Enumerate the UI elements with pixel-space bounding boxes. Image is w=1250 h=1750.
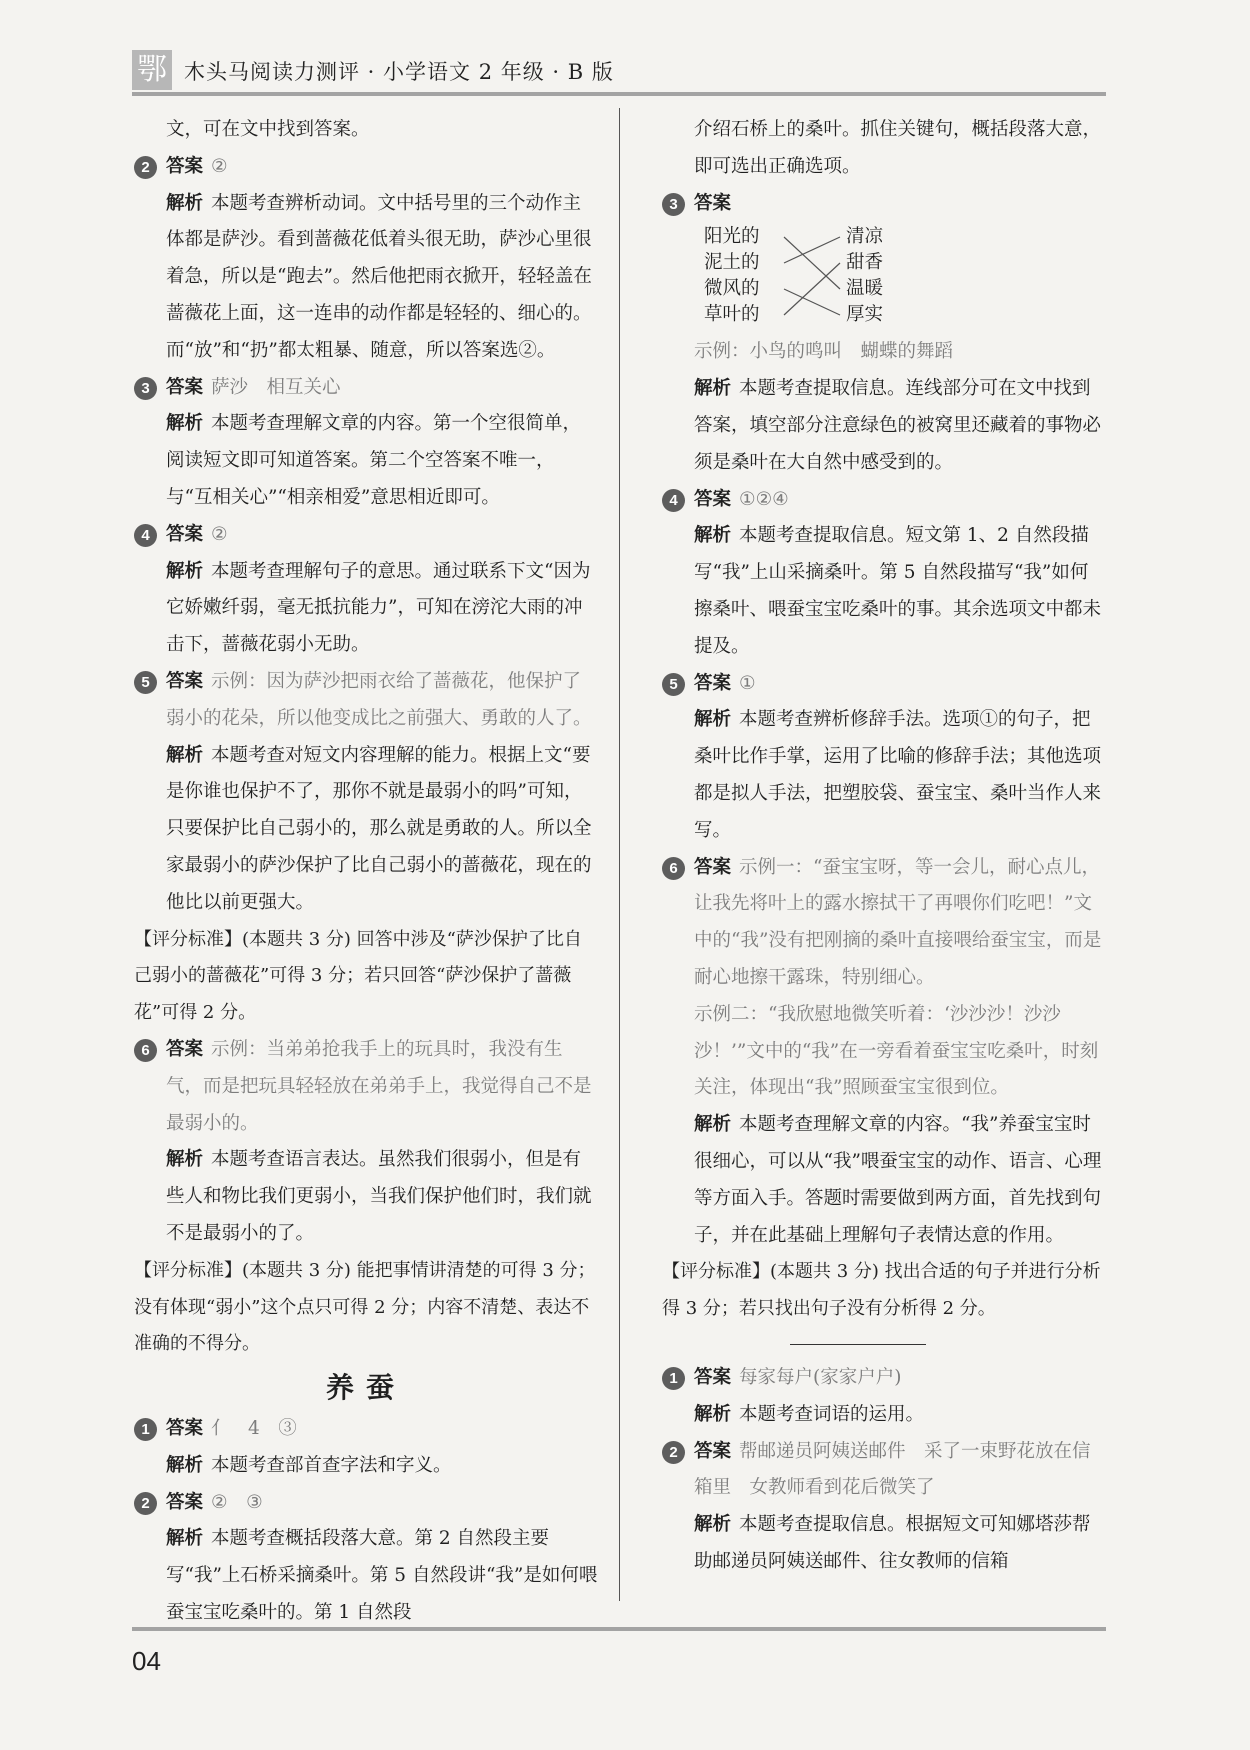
answer-text: ①②④: [739, 488, 789, 510]
match-left-word: 微风的: [704, 278, 760, 300]
question-number: 2: [662, 1441, 685, 1464]
column-divider: [619, 108, 620, 1601]
question-number: 2: [134, 156, 157, 179]
question-5: [662, 666, 1106, 703]
analysis-label: 解析: [166, 192, 204, 214]
match-right-word: 甜香: [846, 252, 884, 274]
question-number: 5: [662, 673, 685, 696]
match-right-word: 厚实: [846, 304, 884, 326]
scoring-criteria: 【评分标准】(本题共 3 分) 找出合适的句子并进行分析得 3 分；若只找出句子没有分析得 2 分。: [662, 1261, 1101, 1320]
analysis: [662, 702, 1106, 849]
answer-label: 答案: [694, 488, 732, 510]
analysis-text: 本题考查理解文章的内容。第一个空很简单，阅读短文即可知道答案。第二个空答案不唯一，与“互相关心”“相亲相爱”意思相近即可。: [166, 413, 582, 508]
answer-text: ②: [211, 523, 228, 545]
answer-text: ②: [211, 155, 228, 177]
answer-label: 答案: [694, 1366, 732, 1388]
question-number: 5: [134, 671, 157, 694]
answer-label: 答案: [166, 1418, 204, 1440]
analysis-text: 本题考查提取信息。根据短文可知娜塔莎帮助邮递员阿姨送邮件、往女教师的信箱: [694, 1514, 1091, 1572]
next-question-1: [662, 1360, 1106, 1397]
answer-text: 示例：当弟弟抢我手上的玩具时，我没有生气，而是把玩具轻轻放在弟弟手上，我觉得自己不是最弱小的。: [166, 1038, 592, 1134]
question-4: [662, 482, 1106, 519]
analysis-text: 本题考查提取信息。连线部分可在文中找到答案，填空部分注意绿色的被窝里还藏着的事物必须是桑叶在大自然中感受到的。: [694, 378, 1102, 473]
match-left-word: 草叶的: [704, 304, 760, 326]
match-left-word: 泥土的: [704, 252, 760, 274]
answer-text: ② ③: [211, 1491, 263, 1513]
example-answer: 示例：小鸟的鸣叫 蝴蝶的舞蹈: [694, 341, 954, 363]
scoring-criteria: 【评分标准】(本题共 3 分) 能把事情讲清楚的可得 3 分；没有体现“弱小”这个点只可得 2 分；内容不清楚、表达不准确的不得分。: [134, 1259, 596, 1355]
answer-label: 答案: [694, 856, 732, 878]
answer-label: 答案: [166, 523, 204, 545]
question-3: [134, 370, 598, 407]
analysis-text: 本题考查辨析动词。文中括号里的三个动作主体都是萨沙。看到蔷薇花低着头很无助，萨沙心里很着急，所以是“跑去”。然后他把雨衣掀开，轻轻盖在蔷薇花上面，这一连串的动作都是轻轻的、细心的。而“放”和“扔”都太粗暴、随意，所以答案选②。: [166, 192, 592, 361]
analysis-text: 本题考查提取信息。短文第 1、2 自然段描写“我”上山采摘桑叶。第 5 自然段描写“我”如何擦桑叶、喂蚕宝宝吃桑叶的事。其余选项文中都未提及。: [694, 525, 1102, 657]
answer-text: 示例：因为萨沙把雨衣给了蔷薇花，他保护了弱小的花朵，所以他变成比之前强大、勇敢的人了。: [166, 670, 592, 729]
footer-divider: [132, 1627, 1106, 1631]
question-number: 3: [134, 377, 157, 400]
section-question-2: [134, 1485, 598, 1522]
analysis-label: 解析: [694, 378, 732, 400]
example-answer-2: 示例二：“我欣慰地微笑听着：‘沙沙沙！沙沙沙！’”文中的“我”在一旁看着蚕宝宝吃桑叶，时刻关注，体现出“我”照顾蚕宝宝很到位。: [694, 1003, 1099, 1099]
question-number: 1: [662, 1367, 685, 1390]
analysis: [134, 554, 598, 664]
section-title: 养蚕: [325, 1371, 406, 1405]
question-number: 6: [662, 857, 685, 880]
analysis-label: 解析: [694, 1403, 732, 1425]
analysis-label: 解析: [694, 1514, 732, 1536]
match-right-words: [846, 224, 883, 328]
answer-text: ①: [739, 672, 756, 694]
analysis-text: 本题考查部首查字法和字义。: [211, 1454, 452, 1476]
analysis: [134, 406, 598, 516]
analysis-continued: 介绍石桥上的桑叶。抓住关键句，概括段落大意，即可选出正确选项。: [694, 119, 1102, 177]
answer-text: 帮邮递员阿姨送邮件 采了一束野花放在信箱里 女教师看到花后微笑了: [694, 1440, 1091, 1499]
matching-diagram: [694, 224, 1106, 330]
question-2: [134, 149, 598, 186]
match-right-word: 温暖: [846, 278, 884, 300]
match-line: [784, 289, 840, 315]
right-column: [662, 112, 1106, 1581]
question-number: 4: [134, 524, 157, 547]
page-number: 04: [132, 1646, 161, 1676]
analysis-label: 解析: [166, 1528, 204, 1550]
analysis: [134, 1142, 598, 1252]
match-left-words: [704, 224, 760, 328]
answer-label: 答案: [166, 1038, 204, 1060]
question-3: [662, 186, 1106, 223]
analysis-label: 解析: [166, 413, 204, 435]
analysis-text: 本题考查概括段落大意。第 2 自然段主要写“我”上石桥采摘桑叶。第 5 自然段讲“我”是如何喂蚕宝宝吃桑叶的。第 1 自然段: [166, 1528, 598, 1624]
analysis: [662, 1397, 1106, 1434]
question-number: 1: [134, 1418, 157, 1441]
analysis-text: 本题考查词语的运用。: [739, 1403, 925, 1425]
question-5: [134, 664, 598, 738]
answer-label: 答案: [166, 1491, 204, 1513]
analysis-label: 解析: [166, 744, 204, 766]
answer-text: 亻 4 ③: [211, 1418, 297, 1440]
left-column: [134, 112, 598, 1632]
answer-label: 答案: [694, 672, 732, 694]
question-6: [662, 850, 1106, 997]
header-title: 木头马阅读力测评 · 小学语文 2 年级 · B 版: [184, 60, 614, 84]
analysis: [134, 1448, 598, 1485]
answer-text: 萨沙 相互关心: [211, 376, 341, 398]
analysis-text: 本题考查语言表达。虽然我们很弱小，但是有些人和物比我们更弱小，当我们保护他们时，我们就不是最弱小的了。: [166, 1149, 592, 1244]
scoring-criteria: 【评分标准】(本题共 3 分) 回答中涉及“萨沙保护了比自己弱小的蔷薇花”可得 3 分；若只回答“萨沙保护了蔷薇花”可得 2 分。: [134, 928, 582, 1024]
header-logo: 鄂: [132, 50, 172, 90]
analysis-text: 本题考查理解句子的意思。通过联系下文“因为它娇嫩纤弱，毫无抵抗能力”，可知在滂沱大雨的冲击下，蔷薇花弱小无助。: [166, 560, 591, 656]
answer-label: 答案: [694, 1440, 732, 1462]
analysis: [662, 518, 1106, 665]
answer-label: 答案: [166, 670, 204, 692]
analysis-label: 解析: [166, 1149, 204, 1171]
question-number: 6: [134, 1039, 157, 1062]
answer-label: 答案: [694, 192, 732, 214]
match-right-word: 清凉: [846, 226, 884, 248]
question-6: [134, 1032, 598, 1142]
answer-text: 示例一：“蚕宝宝呀，等一会儿，耐心点儿，让我先将叶上的露水擦拭干了再喂你们吃吧！”文中的“我”没有把刚摘的桑叶直接喂给蚕宝宝，而是耐心地擦干露珠，特别细心。: [694, 856, 1102, 988]
next-question-2: [662, 1434, 1106, 1508]
question-number: 4: [662, 489, 685, 512]
analysis: [662, 1507, 1106, 1581]
analysis-label: 解析: [694, 1114, 732, 1136]
match-left-word: 阳光的: [704, 226, 760, 248]
analysis-text: 本题考查辨析修辞手法。选项①的句子，把桑叶比作手掌，运用了比喻的修辞手法；其他选项都是拟人手法，把塑胶袋、蚕宝宝、桑叶当作人来写。: [694, 709, 1102, 841]
question-number: 2: [134, 1492, 157, 1515]
answer-label: 答案: [166, 376, 204, 398]
analysis: [134, 186, 598, 370]
analysis-label: 解析: [694, 709, 732, 731]
header-divider: [132, 92, 1106, 96]
analysis: [662, 1107, 1106, 1254]
analysis-text: 本题考查理解文章的内容。“我”养蚕宝宝时很细心，可以从“我”喂蚕宝宝的动作、语言、心理等方面入手。答题时需要做到两方面，首先找到句子，并在此基础上理解句子表情达意的作用。: [694, 1114, 1102, 1246]
analysis: [662, 371, 1106, 481]
question-number: 3: [662, 193, 685, 216]
match-lines: [782, 224, 842, 328]
analysis: [134, 738, 598, 922]
section-question-1: [134, 1411, 598, 1448]
analysis: [134, 1521, 598, 1631]
analysis-label: 解析: [166, 560, 204, 582]
answer-label: 答案: [166, 155, 204, 177]
question-4: [134, 517, 598, 554]
analysis-label: 解析: [166, 1454, 204, 1476]
intro-continued: 文，可在文中找到答案。: [166, 119, 370, 140]
match-line: [784, 237, 840, 289]
analysis-text: 本题考查对短文内容理解的能力。根据上文“要是你谁也保护不了，那你不就是最弱小的吗”可知，只要保护比自己弱小的，那么就是勇敢的人。所以全家最弱小的萨沙保护了比自己弱小的蔷薇花，现在的他比以前更强大。: [166, 744, 592, 913]
analysis-label: 解析: [694, 525, 732, 547]
section-divider: [790, 1344, 926, 1345]
answer-text: 每家每户(家家户户): [739, 1366, 902, 1388]
match-line: [784, 263, 840, 315]
match-line: [784, 237, 840, 263]
